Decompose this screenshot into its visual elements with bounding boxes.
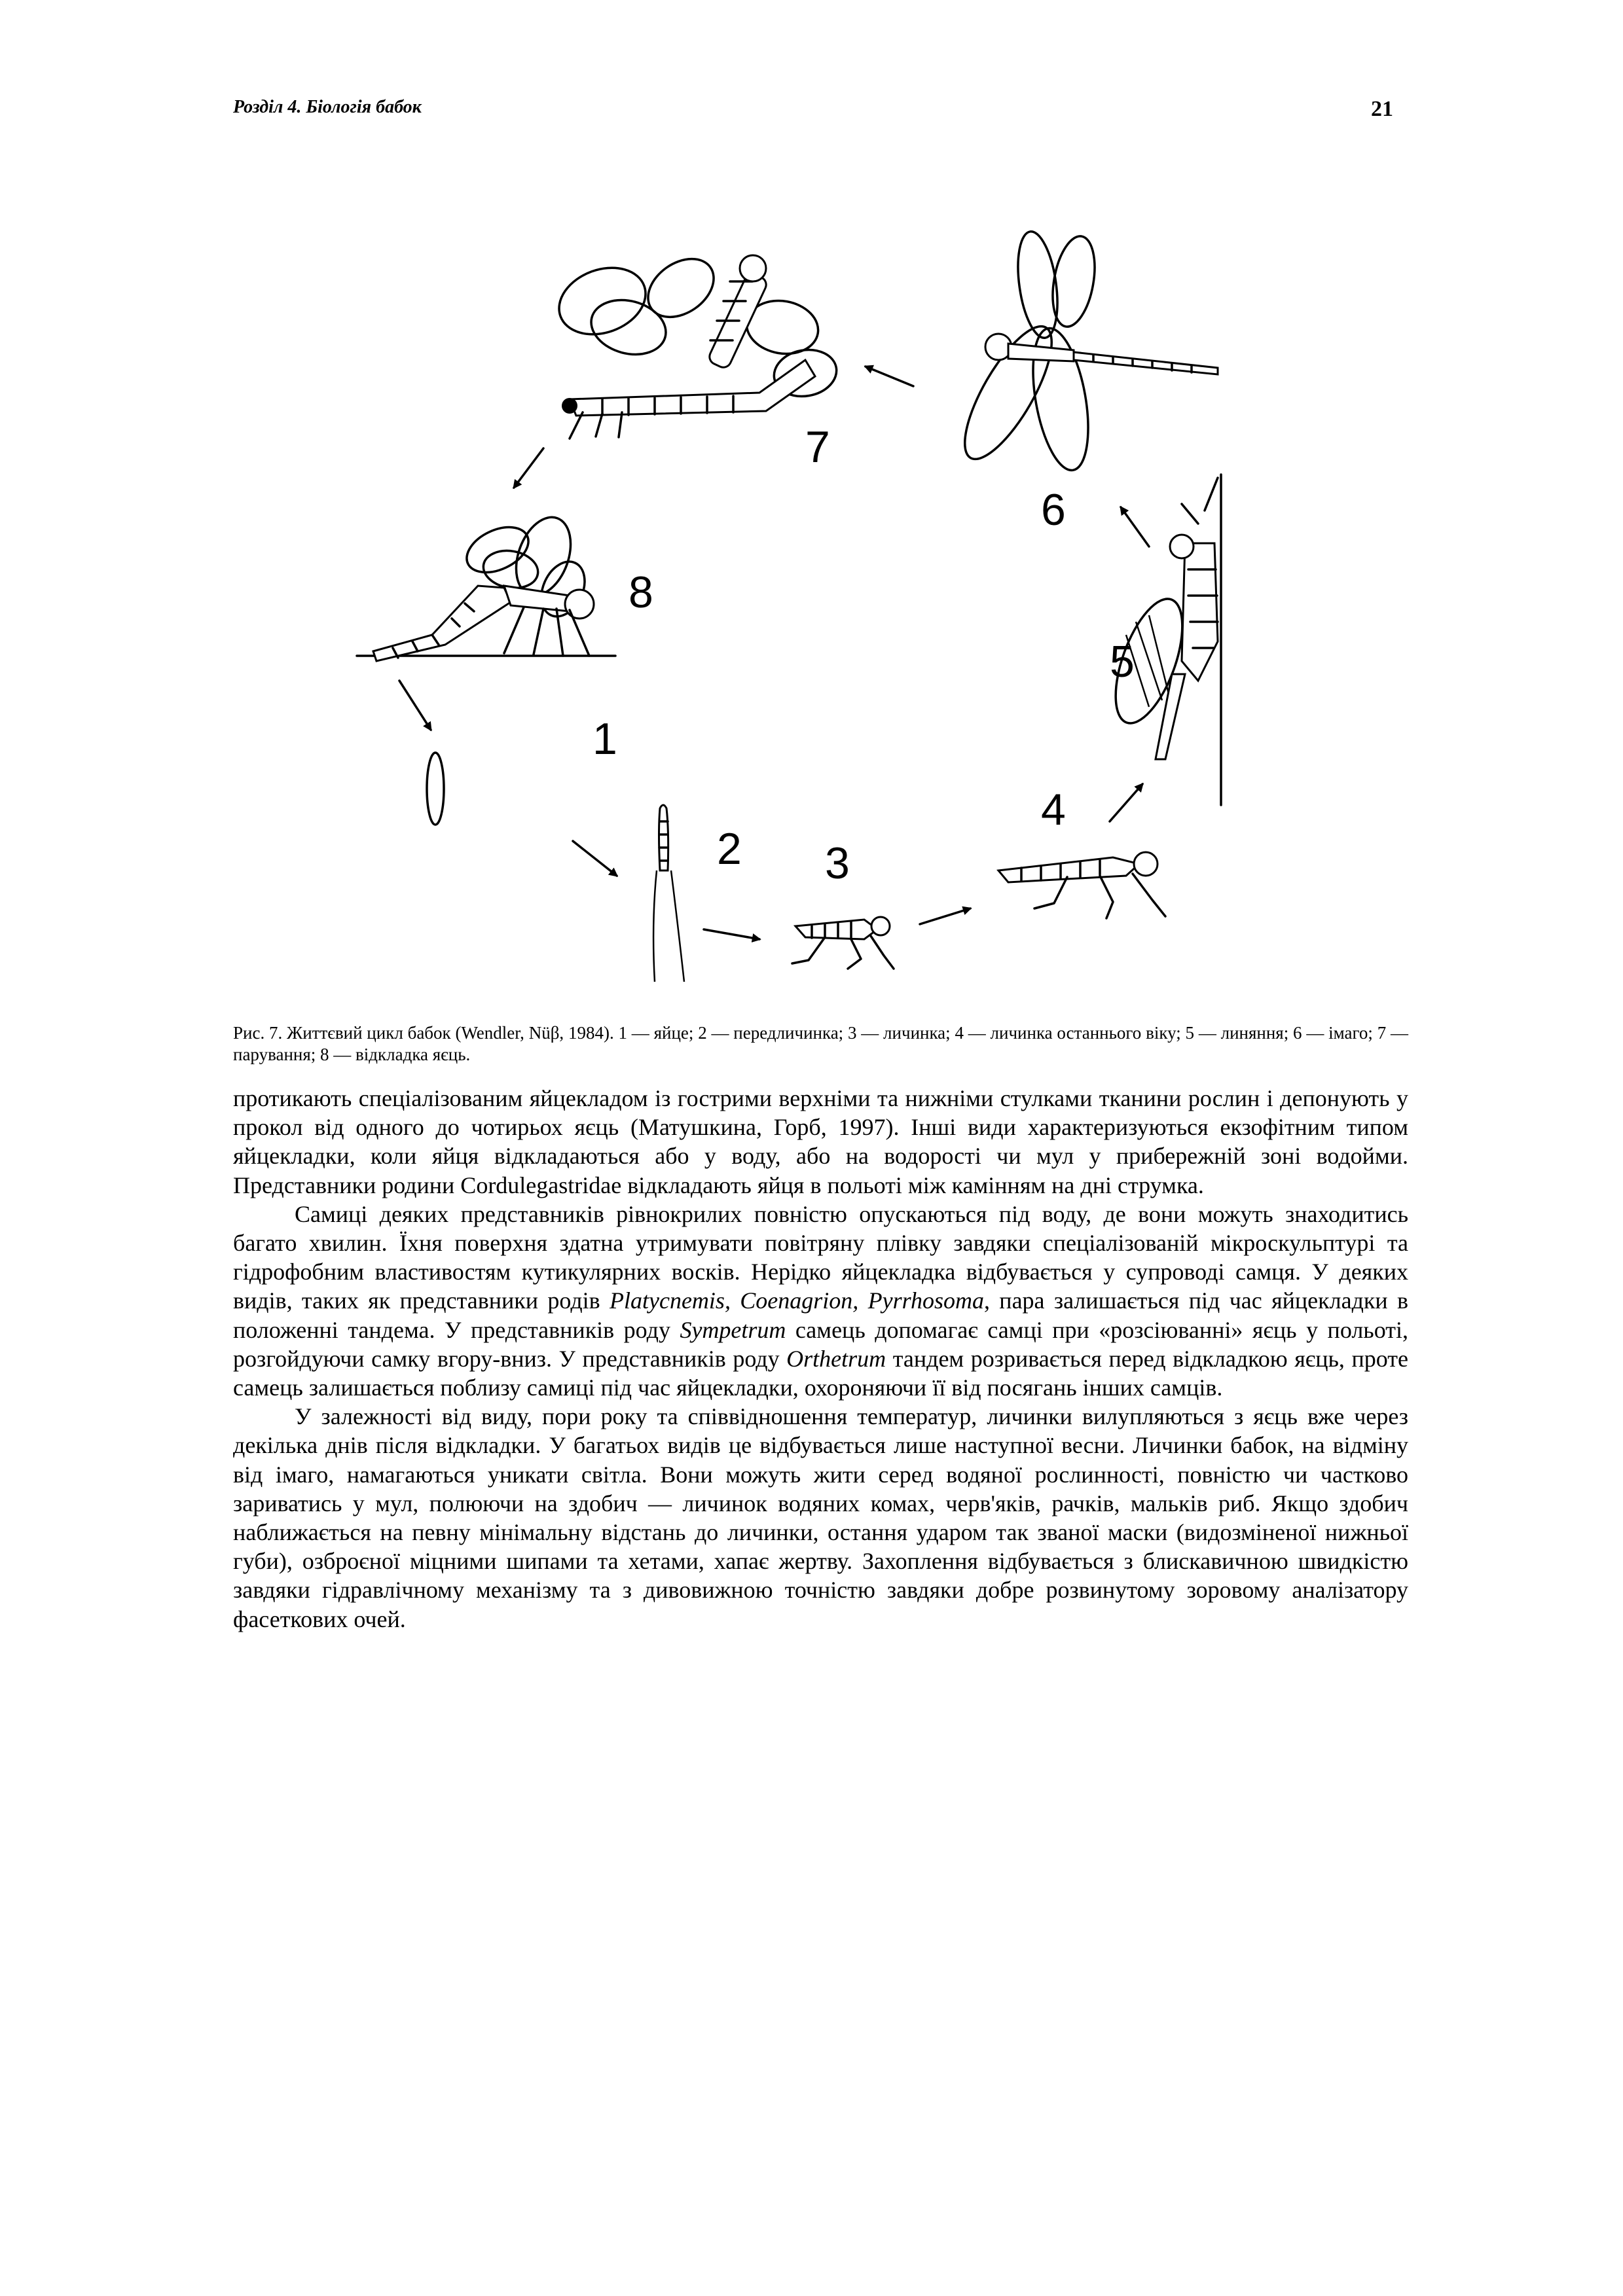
paragraph-2: [233, 1200, 1408, 1402]
arrow-2-to-3: [704, 929, 759, 939]
paragraph-2-text: , пара залишається під час яйцекладки в положенні тандема. У представників роду: [233, 1287, 1408, 1343]
paragraph-3: У залежності від виду, пори року та співвідношення температур, личинки вилупляються з яєць вже через декілька днів після відкладки. У багатьох видів це відбувається лише наступної весни. Личинки бабок, на відміну від імаго, намагаються уникати світла. Вони можуть жити серед водяної рослинності, повністю чи частково зариватись у мул, полюючи на здобич — личинок водяних комах, черв'яків, рачків, мальків риб. Якщо здобич наближається на певну мінімальну відстань до личинки, остання ударом так званої маски (видозміненої нижньої губи), озброєної міцними шипами та хетами, хапає жертву. Захоплення відбувається з блискавичною швидкістю завдяки гідравлічному механізму та з дивовижною точністю завдяки добре розвинутому зоровому аналізатору фасеткових очей.: [233, 1403, 1408, 1632]
prolarva-illustration: [653, 805, 684, 982]
final-instar-larva-illustration: [998, 852, 1165, 918]
stage-number-3: 3: [825, 838, 850, 888]
imago-illustration: [949, 229, 1218, 475]
genus-name-sympetrum: Sympetrum: [680, 1316, 786, 1343]
stage-number-5: 5: [1110, 637, 1135, 687]
figure-caption: Рис. 7. Життєвий цикл бабок (Wendler, Nüβ, 1984). 1 — яйце; 2 — передличинка; 3 — личинка; 4 — личинка останнього віку; 5 — линяння; 6 — імаго; 7 — парування; 8 — відкладка яєць.: [233, 1023, 1408, 1064]
stage-number-4: 4: [1041, 785, 1066, 834]
arrow-5-to-6: [1121, 507, 1149, 547]
arrow-3-to-4: [920, 908, 970, 924]
life-cycle-figure: [354, 216, 1283, 988]
stage-number-2: 2: [717, 824, 742, 874]
larva-illustration: [792, 917, 894, 969]
arrow-7-to-8: [514, 448, 543, 488]
page-number: 21: [1371, 97, 1393, 121]
paragraph-2-text: Самиці деяких представників рівнокрилих повністю опускаються під воду, де вони можуть знаходитись багато хвилин. Їхня поверхня здатна утримувати повітряну плівку завдяки спеціалізованій мікроскульптурі та гідрофобним властивостям кутикулярних восків. Нерідко яйцекладка відбувається у супроводі самця. У деяких видів, таких як представники родів: [233, 1200, 1408, 1314]
mating-pair-illustration: [550, 247, 841, 439]
stage-number-6: 6: [1041, 485, 1066, 535]
paragraph-2-text: тандем розривається перед відкладкою яєць, проте самець залишається поблизу самиці під час яйцекладки, охороняючи її від посягань інших самців.: [233, 1345, 1408, 1401]
cycle-arrows: [399, 367, 1149, 939]
paragraph-1: протикають спеціалізованим яйцекладом із гострими верхніми та нижніми стулками тканини рослин і депонують у прокол від одного до чотирьох яєць (Матушкина, Горб, 1997). Інші види характеризуються екзофітним типом яйцекладки, коли яйця відкладаються або у воду, або на водорості чи мул у прибережній зоні водойми. Представники родини Cordulegastridae відкладають яйця в польоті між камінням на дні струмка.: [233, 1085, 1408, 1198]
genus-name-orthetrum: Orthetrum: [786, 1345, 886, 1372]
arrow-8-to-1: [399, 681, 431, 730]
stage-number-7: 7: [805, 422, 830, 472]
egg-illustration: [427, 753, 444, 825]
stage-number-8: 8: [629, 567, 653, 617]
arrow-6-to-7: [866, 367, 913, 386]
stage-number-1: 1: [593, 714, 617, 764]
genera-names: Platycnemis, Coenagrion, Pyrrhosoma: [610, 1287, 984, 1314]
arrow-1-to-2: [573, 841, 617, 876]
running-head: Розділ 4. Біологія бабок: [233, 97, 422, 117]
oviposition-illustration: [357, 510, 615, 661]
arrow-4-to-5: [1110, 784, 1142, 821]
paragraph-2-text: самець допомагає самці при «розсіюванні» яєць у польоті, розгойдуючи самку вгору-вниз. У представників роду: [233, 1316, 1408, 1372]
body-text: [233, 1084, 1408, 1634]
